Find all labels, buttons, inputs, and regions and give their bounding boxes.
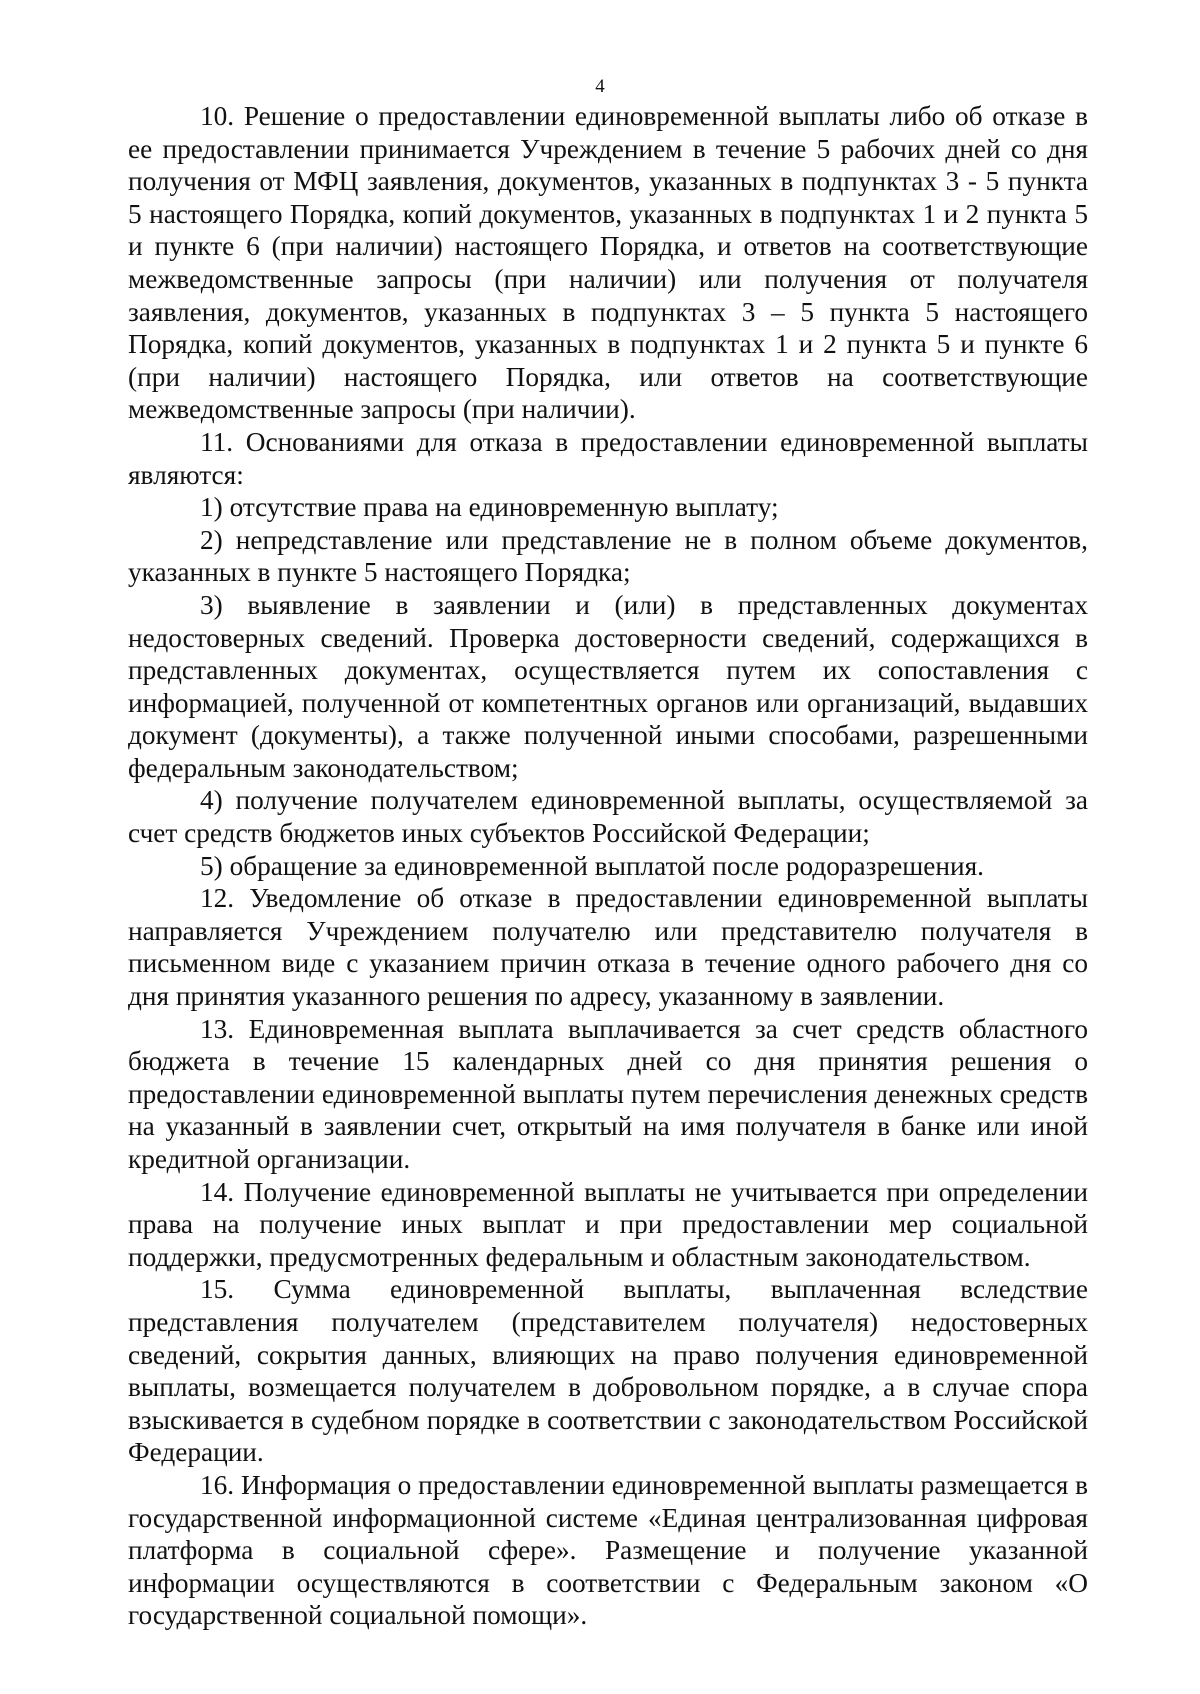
- paragraph-11: 11. Основаниями для отказа в предоставлении единовременной выплаты являются:: [128, 426, 1088, 490]
- paragraph-11-item-4: 4) получение получателем единовременной выплаты, осуществляемой за счет средств бюджетов иных субъектов Российской Федерации;: [128, 785, 1088, 849]
- paragraph-12: 12. Уведомление об отказе в предоставлении единовременной выплаты направляется Учреждением получателю или представителю получателя в письменном виде с указанием причин отказа в течение одного рабочего дня со дня принятия указанного решения по адресу, указанному в заявлении.: [128, 883, 1088, 1012]
- paragraph-16: 16. Информация о предоставлении единовременной выплаты размещается в государственной информационной системе «Единая централизованная цифровая платформа в социальной сфере». Размещение и получение указанной информации осуществляются в соответствии с Федеральным законом «О государственной социальной помощи».: [128, 1469, 1089, 1631]
- paragraph-14: 14. Получение единовременной выплаты не учитывается при определении права на получение иных выплат и при предоставлении мер социальной поддержки, предусмотренных федеральным и областным законодательством.: [128, 1176, 1088, 1272]
- page-number: 4: [595, 76, 605, 97]
- paragraph-11-item-1: 1) отсутствие права на единовременную выплату;: [200, 492, 779, 523]
- paragraph-13: 13. Единовременная выплата выплачивается за счет средств областного бюджета в течение 15 календарных дней со дня принятия решения о предоставлении единовременной выплаты путем перечисления денежных средств на указанный в заявлении счет, открытый на имя получателя в банке или иной кредитной организации.: [128, 1013, 1088, 1174]
- paragraph-11-item-3: 3) выявление в заявлении и (или) в представленных документах недостоверных сведений. Проверка достоверности сведений, содержащихся в представленных документах, осуществляется путем их сопоставления с информацией, полученной от компетентных органов или организаций, выдавших документ (документы), а также полученной иными способами, разрешенными федеральным законодательством;: [128, 589, 1088, 783]
- paragraph-15: 15. Сумма единовременной выплаты, выплаченная вследствие представления получателем (представителем получателя) недостоверных сведений, сокрытия данных, влияющих на право получения единовременной выплаты, возмещается получателем в добровольном порядке, а в случае спора взыскивается в судебном порядке в соответствии с законодательством Российской Федерации.: [128, 1274, 1088, 1468]
- paragraph-11-item-5: 5) обращение за единовременной выплатой после родоразрешения.: [200, 850, 984, 881]
- document-body: [128, 100, 1088, 1632]
- paragraph-11-item-2: 2) непредставление или представление не в полном объеме документов, указанных в пункте 5 настоящего Порядка;: [128, 524, 1088, 588]
- paragraph-10: 10. Решение о предоставлении единовременной выплаты либо об отказе в ее предоставлении принимается Учреждением в течение 5 рабочих дней со дня получения от МФЦ заявления, документов, указанных в подпунктах 3 - 5 пункта 5 настоящего Порядка, копий документов, указанных в подпунктах 1 и 2 пункта 5 и пункте 6 (при наличии) настоящего Порядка, и ответов на соответствующие межведомственные запросы (при наличии) или получения от получателя заявления, документов, указанных в подпунктах 3 – 5 пункта 5 настоящего Порядка, копий документов, указанных в подпунктах 1 и 2 пункта 5 и пункте 6 (при наличии) настоящего Порядка, или ответов на соответствующие межведомственные запросы (при наличии).: [128, 101, 1088, 425]
